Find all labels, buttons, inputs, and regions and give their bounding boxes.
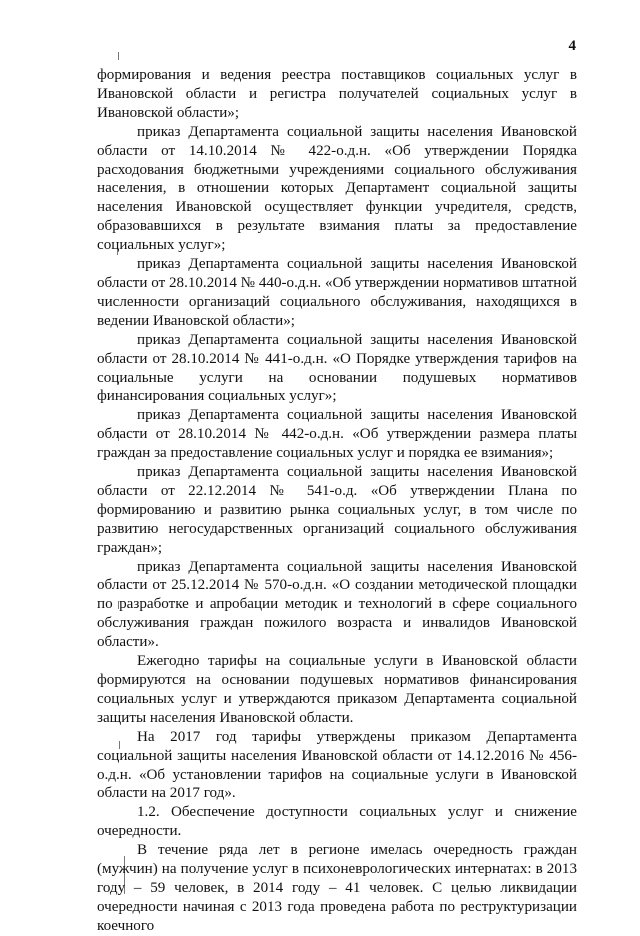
paragraph-continuation: формирования и ведения реестра поставщиков социальных услуг в Ивановской области и регистра получателей социальных услуг в Ивановской области»; (97, 67, 577, 121)
page-number: 4 (568, 38, 576, 54)
paragraph-order-442: приказ Департамента социальной защиты населения Ивановской области от 28.10.2014 № 442-о.д.н. «Об утверждении размера платы граждан за предоставление социальных услуг и порядка ее взимания»; (97, 407, 577, 462)
paragraph-order-441: приказ Департамента социальной защиты населения Ивановской области от 28.10.2014 № 441-о.д.н. «О Порядке утверждения тарифов на социальные услуги на основании подушевых нормативов финансирования социальных услуг»; (97, 331, 577, 405)
document-body (97, 66, 577, 936)
paragraph-order-440: приказ Департамента социальной защиты населения Ивановской области от 28.10.2014 № 440-о.д.н. «Об утверждении нормативов штатной численности организаций социального обслуживания, находящихся в ведении Ивановской области»; (97, 256, 577, 329)
paragraph-order-570: приказ Департамента социальной защиты населения Ивановской области от 25.12.2014 № 570-о.д.н. «О создании методической площадки по разработке и апробации методик и технологий в сфере социального обслуживания граждан пожилого возраста и инвалидов Ивановской области». (97, 558, 577, 651)
section-heading-1-2: 1.2. Обеспечение доступности социальных услуг и снижение очередности. (97, 804, 577, 840)
paragraph-order-422: приказ Департамента социальной защиты населения Ивановской области от 14.10.2014 № 422-о.д.н. «Об утверждении Порядка расходования бюджетными учреждениями социального обслуживания населения, в отношении которых Департамент социальной защиты населения Ивановской осуществляет функции учредителя, средств, образовавшихся в результате взимания платы за предоставление социальных услуг»; (97, 123, 577, 254)
paragraph-tariffs-2017: На 2017 год тарифы утверждены приказом Департамента социальной защиты населения Ивановской области от 14.12.2016 № 456-о.д.н. «Об установлении тарифов на социальные услуги в Ивановской области на 2017 год». (97, 728, 577, 802)
paragraph-queue: В течение ряда лет в регионе имелась очередность граждан (мужчин) на получение услуг в психоневрологических интернатах: в 2013 году – 59 человек, в 2014 году – 41 человек. С целью ликвидации очередности начиная с 2013 года проведена работа по реструктуризации коечного (97, 842, 577, 934)
paragraph-tariffs-annual: Ежегодно тарифы на социальные услуги в Ивановской области формируются на основании подушевых нормативов финансирования социальных услуг и утверждаются приказом Департамента социальной защиты населения Ивановской области. (97, 653, 577, 726)
scan-mark (118, 52, 119, 60)
paragraph-order-541: приказ Департамента социальной защиты населения Ивановской области от 22.12.2014 № 541-о.д. «Об утверждении Плана по формированию и развитию рынка социальных услуг, в том числе по развитию негосударственных организаций социального обслуживания граждан»; (97, 464, 577, 556)
